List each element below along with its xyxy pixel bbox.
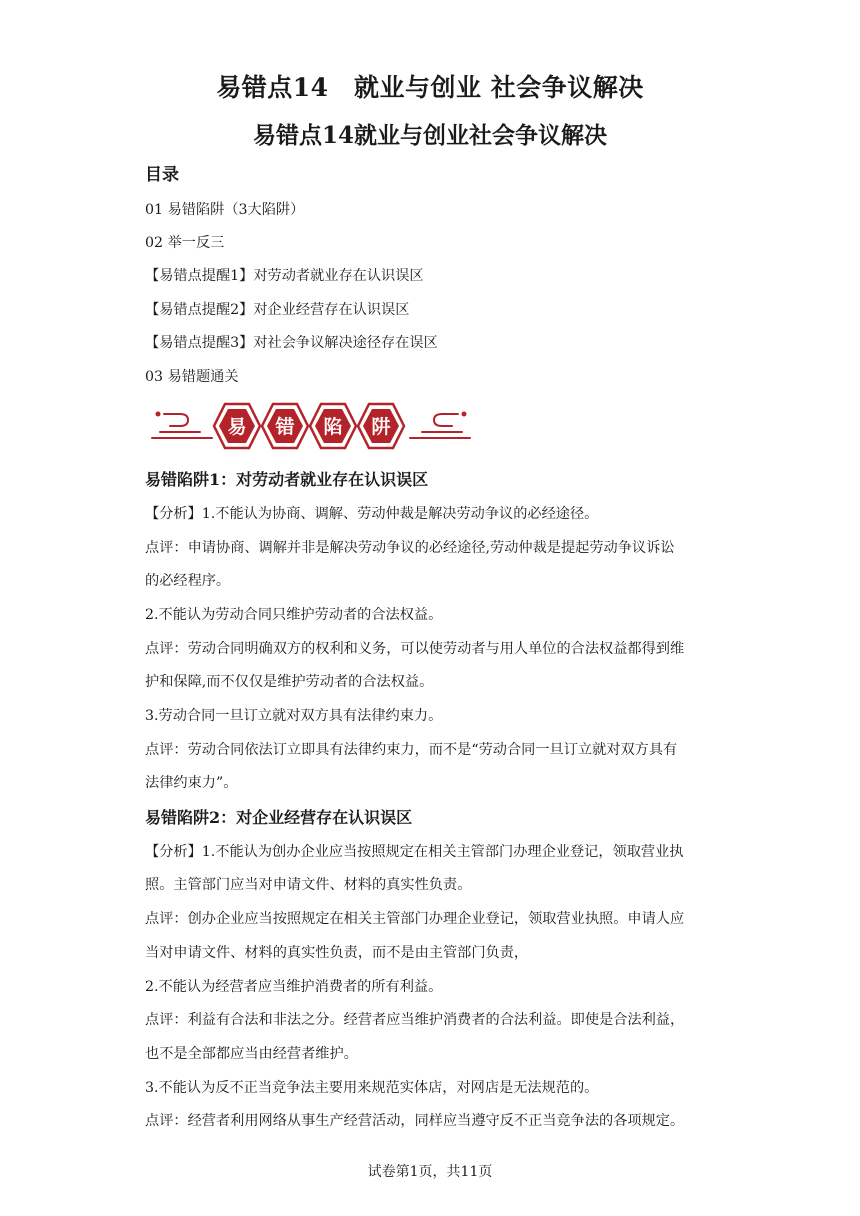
banner-char: 阱 [371,416,391,438]
right-ornament-icon [410,413,470,439]
banner-char: 错 [275,416,295,438]
body-line: 点评：经营者利用网络从事生产经营活动，同样应当遵守反不正当竞争法的各项规定。 [145,1113,685,1129]
body-line: 2.不能认为劳动合同只维护劳动者的合法权益。 [145,607,443,623]
toc-item: 01 易错陷阱（3大陷阱） [145,202,305,218]
body-line: 2.不能认为经营者应当维护消费者的所有利益。 [145,979,443,995]
body-line: 点评：劳动合同明确双方的权利和义务，可以使劳动者与用人单位的合法权益都得到维 [145,641,685,657]
body-line: 【分析】1.不能认为创办企业应当按照规定在相关主管部门办理企业登记，领取营业执 [145,844,684,860]
toc-item: 【易错点提醒1】对劳动者就业存在认识误区 [145,268,424,284]
section-banner [150,398,472,454]
body-line: 当对申请文件、材料的真实性负责，而不是由主管部门负责， [145,945,529,961]
section-heading: 易错陷阱1：对劳动者就业存在认识误区 [145,470,429,489]
toc-item: 02 举一反三 [145,235,225,251]
left-ornament-icon [152,413,212,439]
toc-item: 03 易错题通关 [145,369,239,385]
body-line: 点评：利益有合法和非法之分。经营者应当维护消费者的合法利益。即使是合法利益， [145,1012,685,1028]
banner-char: 陷 [323,416,343,438]
body-line: 护和保障,而不仅仅是维护劳动者的合法权益。 [145,674,434,690]
body-line: 点评：创办企业应当按照规定在相关主管部门办理企业登记，领取营业执照。申请人应 [145,911,685,927]
page-footer: 试卷第1页，共11页 [367,1164,493,1180]
document-title: 易错点14 就业与创业 社会争议解决 [216,73,644,102]
body-line: 点评：申请协商、调解并非是解决劳动争议的必经途径,劳动仲裁是提起劳动争议诉讼 [145,540,675,556]
banner-char: 易 [227,416,247,438]
body-line: 3.劳动合同一旦订立就对双方具有法律约束力。 [145,708,443,724]
toc-item: 【易错点提醒3】对社会争议解决途径存在误区 [145,335,438,351]
body-line: 法律约束力”。 [145,775,238,791]
body-line: 的必经程序。 [145,573,231,589]
section-heading: 易错陷阱2：对企业经营存在认识误区 [145,808,413,827]
body-line: 点评：劳动合同依法订立即具有法律约束力，而不是“劳动合同一旦订立就对双方具有 [145,742,678,758]
body-line: 3.不能认为反不正当竞争法主要用来规范实体店，对网店是无法规范的。 [145,1080,599,1096]
document-subtitle: 易错点14就业与创业社会争议解决 [252,122,607,149]
body-line: 也不是全部都应当由经营者维护。 [145,1046,358,1062]
body-line: 照。主管部门应当对申请文件、材料的真实性负责。 [145,877,472,893]
toc-item: 【易错点提醒2】对企业经营存在认识误区 [145,302,410,318]
body-line: 【分析】1.不能认为协商、调解、劳动仲裁是解决劳动争议的必经途径。 [145,506,599,522]
toc-heading: 目录 [145,165,179,185]
